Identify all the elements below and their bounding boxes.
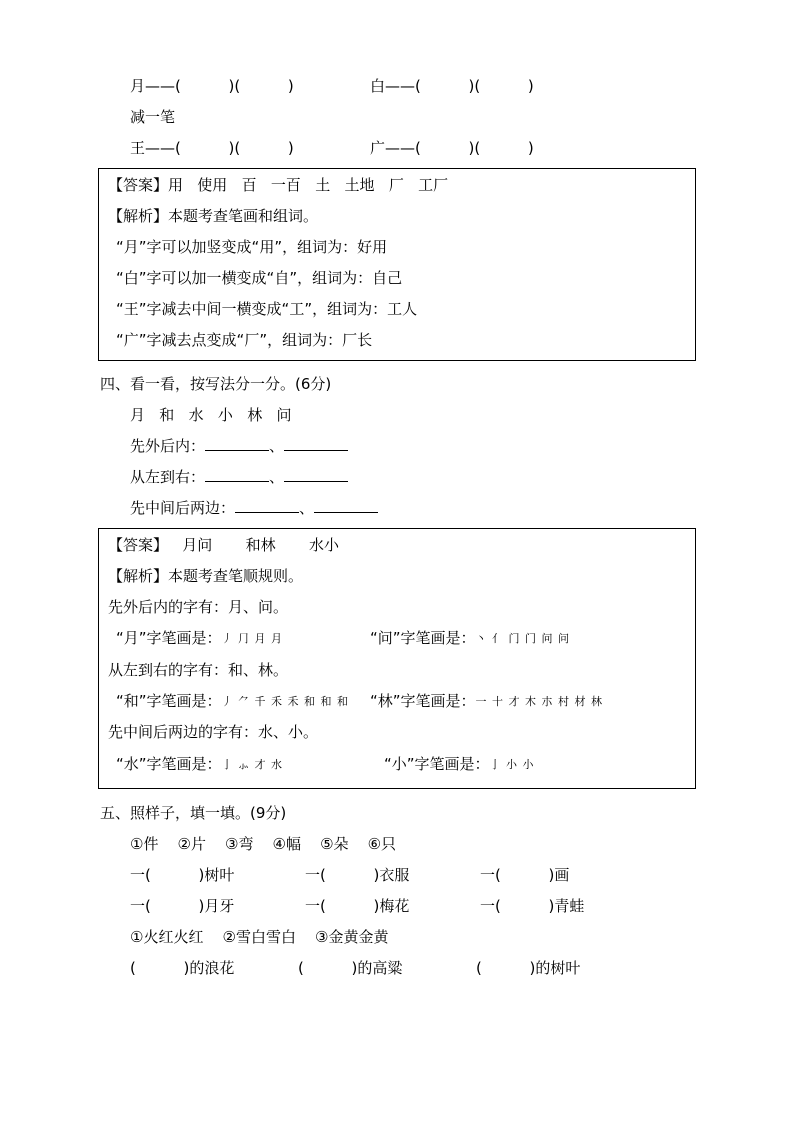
stroke-sequence-yue: 丿 ⺆ 月 月 <box>221 631 284 645</box>
analysis-2: 【解析】本题考查笔顺规则。 <box>108 567 304 585</box>
stroke-sequence-shui: 亅 ⺗ 才 水 <box>221 757 284 771</box>
answer-blank[interactable] <box>235 498 299 513</box>
analysis-1-line: “白”字可以加一横变成“自”，组词为：自己 <box>116 269 403 287</box>
q5-measure-word-options: ①件 ②片 ③弯 ④幅 ⑤朵 ⑥只 <box>130 835 397 853</box>
stroke-order-yue <box>116 628 283 649</box>
q4-title: 四、看一看，按写法分一分。(6分) <box>100 375 332 393</box>
stroke-order-shui <box>116 754 283 775</box>
q5-fill-item: 一( )衣服 <box>305 866 410 884</box>
stroke-label: “水”字笔画是： <box>116 755 222 773</box>
stroke-order-wen <box>370 628 570 649</box>
q4-row-label: 从左到右： <box>130 468 206 486</box>
q5-fill-item: 一( )树叶 <box>130 866 235 884</box>
answer-blank[interactable] <box>284 436 348 451</box>
analysis-2-outside-inside: 先外后内的字有：月、问。 <box>108 598 289 616</box>
q4-row-middle-sides <box>130 498 378 518</box>
stroke-sequence-wen: 丶 亻 门 门 问 问 <box>475 631 571 645</box>
analysis-1-line: “广”字减去点变成“厂”，组词为：厂长 <box>116 331 373 349</box>
stroke-label: “和”字笔画是： <box>116 692 222 710</box>
stroke-label: “月”字笔画是： <box>116 629 222 647</box>
q4-row-left-right <box>130 467 348 487</box>
q4-row-outside-inside <box>130 436 348 456</box>
analysis-2-middle-sides: 先中间后两边的字有：水、小。 <box>108 723 319 741</box>
analysis-1: 【解析】本题考查笔画和组词。 <box>108 207 319 225</box>
stroke-sequence-lin: 一 十 才 木 朩 村 材 林 <box>475 694 604 708</box>
stroke-label: “林”字笔画是： <box>370 692 476 710</box>
q4-row-label: 先中间后两边： <box>130 499 236 517</box>
q4-row-label: 先外后内： <box>130 437 206 455</box>
subtitle-minus-stroke: 减一笔 <box>130 108 176 126</box>
q5-fill-item: ( )的高粱 <box>298 959 403 977</box>
q5-fill-item: 一( )画 <box>480 866 570 884</box>
stroke-label: “小”字笔画是： <box>384 755 490 773</box>
row1-right: 白——( )( ) <box>370 77 534 95</box>
separator: 、 <box>269 468 285 486</box>
separator: 、 <box>269 437 285 455</box>
answer-blank[interactable] <box>284 467 348 482</box>
q5-color-word-options: ①火红火红 ②雪白雪白 ③金黄金黄 <box>130 928 389 946</box>
analysis-2-left-right: 从左到右的字有：和、林。 <box>108 661 289 679</box>
separator: 、 <box>299 499 315 517</box>
answer-blank[interactable] <box>205 467 269 482</box>
q5-fill-item: ( )的树叶 <box>476 959 581 977</box>
stroke-order-xiao <box>384 754 535 775</box>
answer-1: 【答案】用 使用 百 一百 土 土地 厂 工厂 <box>108 176 449 194</box>
q5-fill-item: 一( )月牙 <box>130 897 235 915</box>
q5-fill-item: 一( )青蛙 <box>480 897 585 915</box>
answer-blank[interactable] <box>205 436 269 451</box>
q5-title: 五、照样子，填一填。(9分) <box>100 804 287 822</box>
analysis-1-line: “月”字可以加竖变成“用”，组词为：好用 <box>116 238 388 256</box>
row1-left: 月——( )( ) <box>130 77 294 95</box>
q5-fill-item: 一( )梅花 <box>305 897 410 915</box>
stroke-order-lin <box>370 691 603 712</box>
stroke-label: “问”字笔画是： <box>370 629 476 647</box>
row2-right: 广——( )( ) <box>370 139 534 157</box>
answer-blank[interactable] <box>314 498 378 513</box>
stroke-sequence-xiao: 亅 小 小 <box>489 757 535 771</box>
row2-left: 王——( )( ) <box>130 139 294 157</box>
q4-chars: 月 和 水 小 林 问 <box>130 406 292 424</box>
stroke-order-he <box>116 691 349 712</box>
stroke-sequence-he: 丿 ⺈ 千 禾 禾 和 和 和 <box>221 694 350 708</box>
answer-2: 【答案】 月问 和林 水小 <box>108 536 340 554</box>
q5-fill-item: ( )的浪花 <box>130 959 235 977</box>
analysis-1-line: “王”字减去中间一横变成“工”，组词为：工人 <box>116 300 418 318</box>
